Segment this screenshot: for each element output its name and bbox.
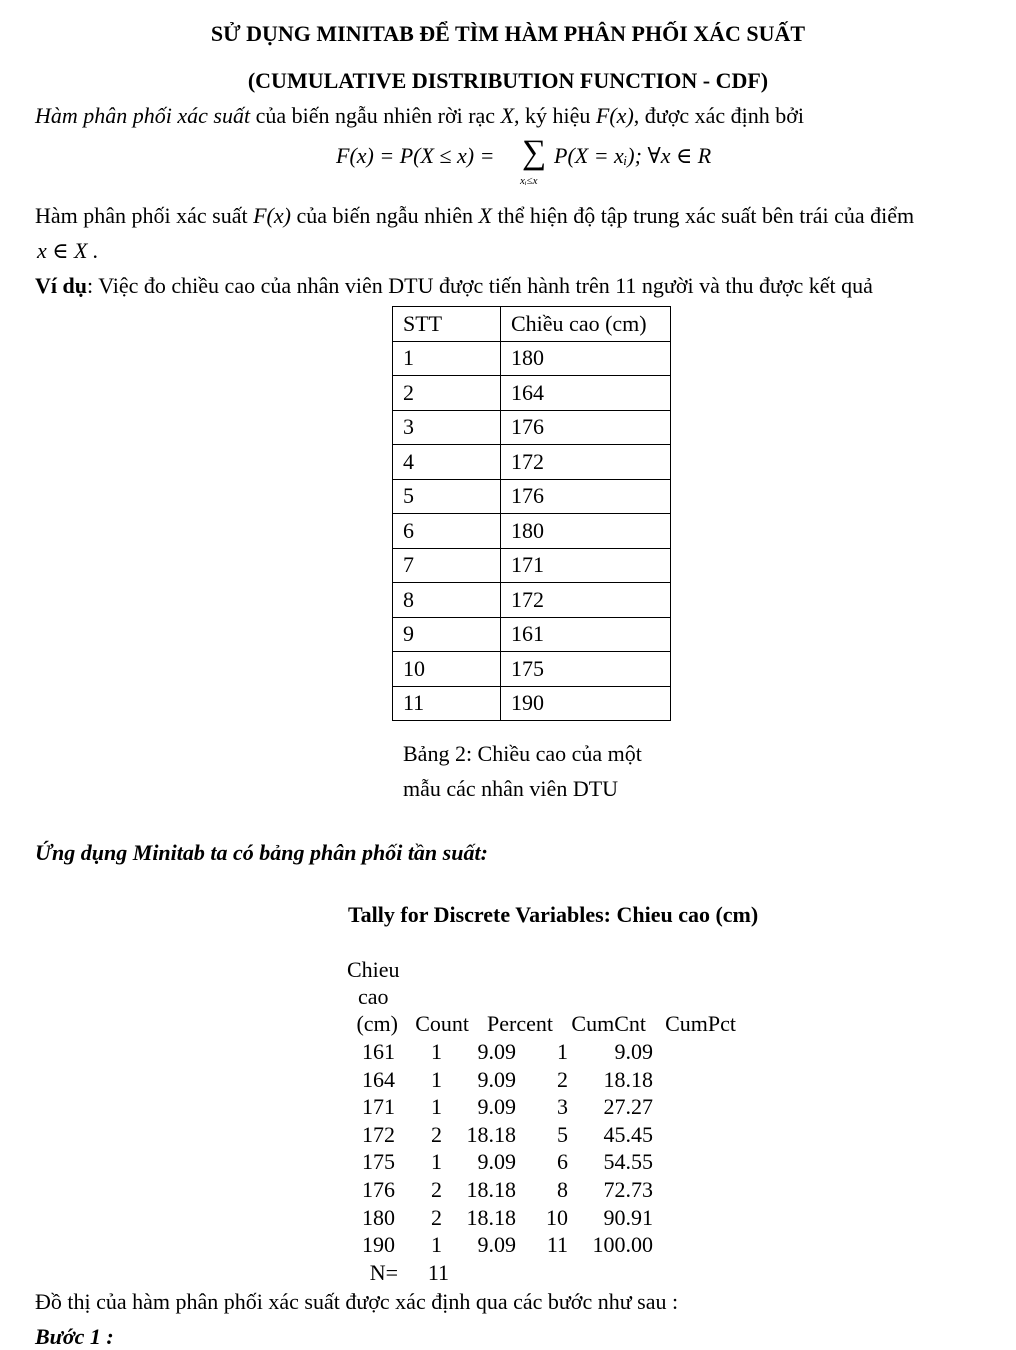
tally-cell-percent: 9.09 [477, 1094, 516, 1120]
tally-cell-count: Count [415, 1011, 469, 1036]
tally-cell-cumcnt: 8 [557, 1177, 568, 1202]
table-caption: Bảng 2: Chiều cao của một mẫu các nhân viên DTU [403, 741, 642, 801]
tally-cell-cumcnt: 11 [546, 1232, 568, 1258]
intro-term: Hàm phân phối xác suất [35, 103, 251, 128]
table-row [393, 514, 671, 549]
tally-cell-percent: 9.09 [477, 1232, 516, 1258]
tally-cell-count: 1 [431, 1149, 442, 1175]
step-1-label: Bước 1 : [35, 1324, 114, 1349]
tally-row [0, 1204, 1016, 1232]
cell-height: 180 [501, 514, 671, 549]
tally-n-label: N= [369, 1260, 398, 1285]
sum-index: xᵢ≤x [520, 175, 538, 187]
tally-cell-value: 161 [362, 1039, 395, 1064]
header-height: Chiều cao (cm) [501, 307, 671, 342]
cell-height: 180 [501, 341, 671, 376]
tally-header-row [0, 1010, 1016, 1038]
tally-cell-count: 1 [431, 1066, 442, 1092]
tally-cell-cumpct: 54.55 [603, 1149, 653, 1175]
tally-cell-percent: 18.18 [466, 1177, 516, 1202]
cell-height: 175 [501, 652, 671, 687]
cell-stt: 10 [393, 652, 501, 687]
intro-text-1: của biến ngẫu nhiên rời rạc [250, 103, 501, 128]
tally-cell-value: 164 [362, 1066, 395, 1092]
cell-stt: 3 [393, 410, 501, 445]
cell-height: 164 [501, 376, 671, 411]
tally-cell-cumcnt: 6 [557, 1149, 568, 1175]
tally-cell-percent: 18.18 [466, 1204, 516, 1230]
cell-height: 172 [501, 445, 671, 480]
sigma-symbol: ∑ [522, 134, 547, 171]
table-row [393, 376, 671, 411]
cell-stt: 9 [393, 617, 501, 652]
intro-text-2: , ký hiệu [514, 103, 596, 128]
tally-cell-cumcnt: CumCnt [571, 1011, 646, 1036]
cell-stt: 11 [393, 686, 501, 721]
table-row [393, 652, 671, 687]
minitab-heading: Ứng dụng Minitab ta có bảng phân phối tần suất: [35, 840, 488, 865]
tally-cell-value: 176 [362, 1177, 395, 1202]
example-text: : Việc đo chiều cao của nhân viên DTU được tiến hành trên 11 người và thu được kết quả [86, 273, 873, 298]
tally-cell-count: 1 [431, 1232, 442, 1258]
desc-text-3: thể hiện độ tập trung xác suất bên trái của điểm [491, 203, 915, 228]
example-paragraph [35, 273, 873, 299]
tally-cell-cumpct: 45.45 [603, 1121, 653, 1147]
tally-cell-percent: Percent [487, 1011, 553, 1036]
tally-cell-count: 2 [431, 1121, 442, 1147]
tally-cell-cumcnt: 5 [557, 1121, 568, 1147]
tally-cell-value: 172 [362, 1121, 395, 1147]
cell-height: 171 [501, 548, 671, 583]
tally-cell-cumpct: 90.91 [603, 1204, 653, 1230]
tally-var-line1: Chieu [347, 957, 400, 982]
cell-stt: 1 [393, 341, 501, 376]
tally-cell-cumpct: CumPct [665, 1011, 736, 1036]
formula-right: P(X = xᵢ); ∀x ∈ R [554, 143, 712, 168]
cell-stt: 6 [393, 514, 501, 549]
tally-cell-value: 180 [362, 1204, 395, 1230]
tally-row [0, 1148, 1016, 1176]
cell-height: 172 [501, 583, 671, 618]
tally-cell-cumpct: 9.09 [614, 1039, 653, 1064]
cell-height: 176 [501, 479, 671, 514]
tally-cell-cumpct: 100.00 [592, 1232, 653, 1258]
formula-left: F(x) = P(X ≤ x) = [336, 143, 495, 168]
tally-title: Tally for Discrete Variables: Chieu cao (cm) [348, 902, 759, 927]
intro-paragraph [35, 103, 804, 129]
cell-stt: 8 [393, 583, 501, 618]
tally-cell-percent: 9.09 [477, 1066, 516, 1092]
table-row [393, 479, 671, 514]
table-row [393, 548, 671, 583]
example-label: Ví dụ [35, 273, 87, 298]
tally-cell-count: 1 [431, 1094, 442, 1120]
desc-line2: x ∈ X . [37, 238, 99, 263]
intro-var-x: X [500, 103, 515, 128]
table-row [393, 617, 671, 652]
table-row [393, 686, 671, 721]
tally-cell-count: 2 [431, 1177, 442, 1202]
desc-fx: F(x) [253, 203, 291, 228]
tally-cell-value: 171 [362, 1094, 395, 1120]
tally-row [0, 1093, 1016, 1121]
tally-var-line2: cao [358, 984, 389, 1009]
tally-cell-count: 1 [431, 1039, 442, 1064]
tally-cell-value: (cm) [356, 1011, 398, 1036]
cdf-description [35, 203, 914, 229]
cell-stt: 2 [393, 376, 501, 411]
intro-text-3: , được xác định bởi [633, 103, 804, 128]
tally-row [0, 1231, 1016, 1259]
cell-stt: 7 [393, 548, 501, 583]
tally-row [0, 1038, 1016, 1066]
cell-height: 190 [501, 686, 671, 721]
desc-text-1: Hàm phân phối xác suất [35, 203, 254, 228]
desc-text-2: của biến ngẫu nhiên [290, 203, 479, 228]
tally-cell-percent: 9.09 [477, 1039, 516, 1064]
tally-cell-cumcnt: 3 [557, 1094, 568, 1120]
header-stt: STT [393, 307, 501, 342]
height-table-header [393, 307, 671, 342]
tally-cell-count: 2 [431, 1204, 442, 1230]
tally-cell-cumcnt: 10 [546, 1204, 568, 1230]
tally-cell-percent: 18.18 [466, 1121, 516, 1147]
tally-cell-cumpct: 72.73 [603, 1177, 653, 1202]
cell-height: 161 [501, 617, 671, 652]
tally-row [0, 1066, 1016, 1094]
tally-n-value: 11 [427, 1260, 449, 1285]
tally-row [0, 1176, 1016, 1204]
page-title-line2: (CUMULATIVE DISTRIBUTION FUNCTION - CDF) [247, 68, 769, 93]
cell-height: 176 [501, 410, 671, 445]
desc-var-x: X [478, 203, 492, 228]
table-row [393, 583, 671, 618]
tally-cell-value: 190 [362, 1232, 395, 1258]
tally-n-row [0, 1259, 1016, 1287]
tally-row [0, 1121, 1016, 1149]
page-title-line1: SỬ DỤNG MINITAB ĐỂ TÌM HÀM PHÂN PHỐI XÁC SUẤT [210, 21, 806, 46]
height-table [392, 306, 671, 721]
tally-cell-value: 175 [362, 1149, 395, 1175]
tally-cell-percent: 9.09 [477, 1149, 516, 1175]
graph-intro: Đồ thị của hàm phân phối xác suất được xác định qua các bước như sau : [35, 1289, 679, 1314]
cell-stt: 4 [393, 445, 501, 480]
intro-fx: F(x) [595, 103, 634, 128]
tally-cell-cumpct: 27.27 [603, 1094, 653, 1120]
cell-stt: 5 [393, 479, 501, 514]
table-row [393, 410, 671, 445]
tally-cell-cumcnt: 2 [557, 1066, 568, 1092]
tally-cell-cumpct: 18.18 [603, 1066, 653, 1092]
table-row [393, 445, 671, 480]
table-row [393, 341, 671, 376]
tally-cell-cumcnt: 1 [557, 1039, 568, 1064]
